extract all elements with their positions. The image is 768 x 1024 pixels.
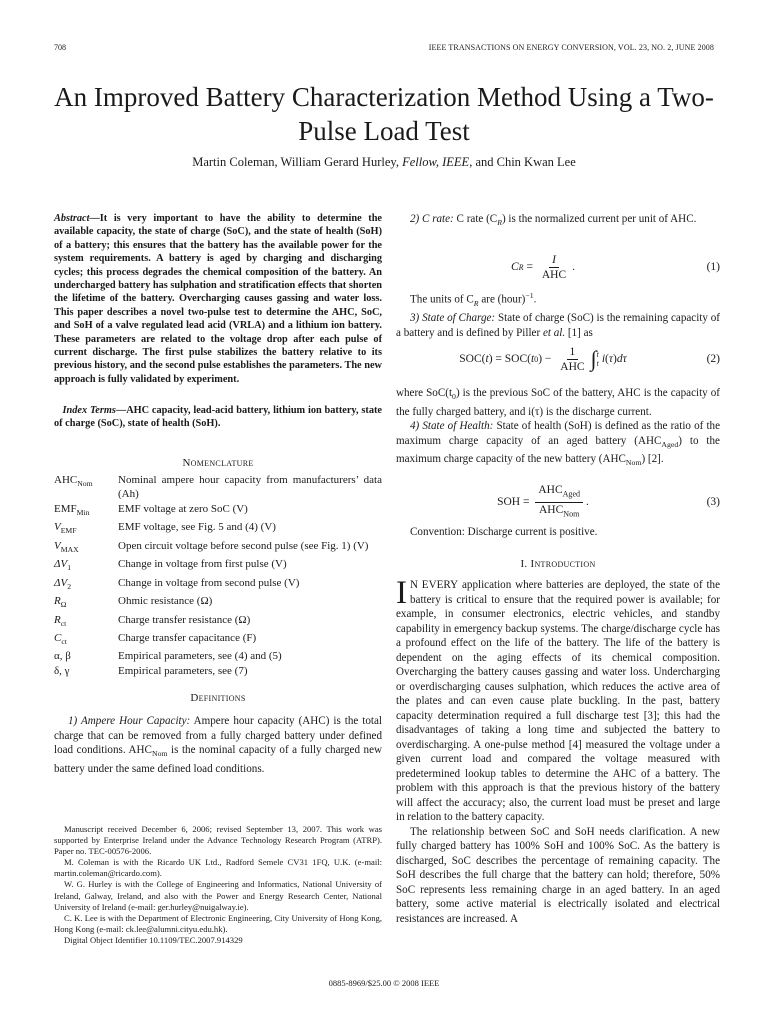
nomenclature-row — [54, 664, 382, 678]
nomenclature-row — [54, 649, 382, 663]
footnote-doi: Digital Object Identifier 10.1109/TEC.2007.914329 — [64, 934, 243, 945]
soh-text: State of health (SoH) is defined as the ratio of the maximum charge capacity of an aged battery (AHC — [396, 420, 720, 447]
c-rate-paragraph: 2) C rate: C rate $(C_R)$ is the normalized current per unit of AHC. — [410, 213, 697, 228]
page-number: 708 — [54, 43, 66, 52]
nomenclature-row — [54, 473, 382, 502]
index-terms-label: Index Terms — [62, 405, 116, 416]
definition-ahc — [54, 714, 382, 776]
nomenclature-symbol: $C_{ct}$ — [54, 631, 67, 647]
equation-1: C R = $\frac{I}{\text{AHC}}$ . (1) — [511, 253, 720, 281]
nomenclature-symbol: δ, γ — [54, 664, 70, 677]
units-text: The units of C — [410, 293, 474, 306]
footnote-hurley: W. G. Hurley is with the College of Engineering and Informatics, National University of Ireland, Galway, Ireland, and also with the Power and Energy Research Center, National University of Ireland (e-mail: ger.hurley@nuigalway.ie). — [54, 879, 382, 912]
abstract-label: Abstract — [54, 213, 90, 224]
nomenclature-symbol: $V_{EMF}$ — [54, 521, 77, 536]
soh-label: 4) State of Health: — [410, 420, 494, 433]
nomenclature-list — [54, 473, 382, 678]
definition-text-2: is the nominal capacity of a fully charged new battery under the same defined load conditions. — [54, 744, 383, 775]
nomenclature-row — [54, 631, 382, 649]
units-paragraph: The units of $C_R$ are (hour)$^{-1}$. 3) State of Charge: State of charge (SoC) is the remaining capacity of a battery and is defined by Piller et al. [1] as — [396, 291, 720, 339]
drop-cap: I — [396, 575, 407, 611]
nomenclature-symbol: $V_{MAX}$ — [54, 539, 79, 554]
nomenclature-row — [54, 539, 382, 557]
index-terms-text: —AHC capacity, lead-acid battery, lithium ion battery, state of charge (SoC), state of health (SoH). — [54, 405, 382, 430]
footnote-coleman: M. Coleman is with the Ricardo UK Ltd., Radford Semele CV31 1FQ, U.K. (e-mail: martin.coleman@ricardo.com). — [54, 857, 382, 879]
nomenclature-row — [54, 557, 382, 575]
nomenclature-row — [54, 576, 382, 594]
soh-text-3: ) [2]. — [641, 453, 664, 466]
footnote-manuscript: Manuscript received December 6, 2006; revised September 13, 2007. This work was supported by Enterprise Ireland under the Advance Technology Research Program (ATRP). Paper no. TEC-00576-2006. — [54, 824, 382, 857]
soc-label: 3) State of Charge: — [410, 312, 496, 325]
index-terms — [54, 404, 382, 431]
definition-label: 1) Ampere Hour Capacity: — [68, 715, 191, 727]
soh-text-2: ) to the maximum charge capacity of the new battery (AHC — [396, 434, 720, 466]
author-role: Fellow, IEEE — [402, 155, 470, 169]
intro-lead: N EVERY — [410, 579, 459, 591]
equation-3: SOH = $\frac{AHC_{Aged}}{AHC_{Nom}}$ . (3) — [497, 484, 720, 518]
nomenclature-symbol: $\Delta V_2$ — [54, 576, 72, 591]
nomenclature-definition: Nominal ampere hour capacity from manufacturers’ data (Ah) — [118, 474, 382, 501]
nomenclature-symbol: $R_\Omega$ — [54, 595, 67, 610]
nomenclature-definition: EMF voltage at zero SoC (V) — [118, 502, 248, 515]
nomenclature-symbol: $\Delta V_1$ — [54, 558, 72, 573]
where-text: where SoC(t — [396, 387, 453, 399]
soh-sub-nom: Nom — [625, 458, 642, 468]
soh-sub-aged: Aged — [661, 439, 679, 449]
nomenclature-symbol: $AHC_{Nom}$ — [54, 474, 93, 489]
footnote-lee: C. K. Lee is with the Department of Electronic Engineering, City University of Hong Kong, Hong Kong (e-mail: ck.lee@alumni.cityu.edu.hk). — [54, 912, 382, 934]
nomenclature-definition: Charge transfer resistance (Ω) — [118, 613, 251, 626]
definition-text: Ampere hour capacity (AHC) is the total charge that can be removed from a fully charged battery under defined load conditions. AHC — [54, 715, 382, 756]
equation-3-number: (3) — [706, 496, 720, 508]
nomenclature-row — [54, 502, 382, 520]
convention-line — [396, 525, 720, 540]
nomenclature-heading: Nomenclature — [182, 457, 254, 469]
soc-text-2: [1] as — [565, 326, 593, 339]
paper-title: An Improved Battery Characterization Method Using a Two-Pulse Load Test — [54, 82, 714, 146]
authors-primary: Martin Coleman, William Gerard Hurley — [192, 155, 396, 169]
author-line: Martin Coleman, William Gerard Hurley, Fellow, IEEE, and Chin Kwan Lee — [192, 155, 576, 169]
equation-2: SOC( t ) = SOC( t 0 ) − $\frac{1}{\text{AHC}}$ ∫ t t i ( τ ) dτ (2) — [459, 345, 720, 373]
journal-header: IEEE TRANSACTIONS ON ENERGY CONVERSION, VOL. 23, NO. 2, JUNE 2008 — [428, 43, 714, 52]
copyright-footer: 0885-8969/$25.00 © 2008 IEEE — [328, 978, 440, 988]
nomenclature-definition: Ohmic resistance (Ω) — [118, 595, 213, 608]
introduction-heading: I. Introduction — [520, 558, 596, 570]
soh-paragraph: where $SoC(t_0)$ is the previous SoC of the battery, AHC is the capacity of the fully charged battery, and i(τ) is the discharge current. 4) State of Health: State of health (SoH) is defined as the ratio of the maximum charge capacity of an aged battery $(AHC_{Aged})$ to the maximum charge capacity of the new battery $(AHC_{Nom})$ [2]. — [396, 387, 720, 468]
nomenclature-definition: Charge transfer capacitance (F) — [118, 631, 257, 644]
nomenclature-definition: Change in voltage from first pulse (V) — [118, 558, 287, 571]
nomenclature-symbol: $EMF_{Min}$ — [54, 502, 90, 517]
intro-paragraph-1: application where batteries are deployed, the state of the battery is critical to ensure that the required power is available; for example, in consumer electronics, electric vehicles, and standby capability in emergency backup systems. The charge/discharge cycle has a profound effect on the life of the battery. The life of the battery is dependent on the aging effects of its chemical composition. Overcharging the battery causes gassing and water loss. Undercharging or overdischarging causes sulphation, which reduces the active area of the plates and can even cause plate buckling. In the past, battery capacity determination required a full discharge test [3]; this had the disadvantages of taking a long time and subjected the battery to overdischarging. A one-pulse method [4] measured the voltage under a given current load and compared the voltage measured with predetermined lookup tables to determine the AHC of a battery. The problem with this approach is that the previous history of the battery will affect the accuracy; also, the current load must be preset and large in relation to the battery capacity. — [396, 579, 720, 823]
c-rate-text-2: ) is the normalized current per unit of AHC. — [501, 213, 697, 225]
definitions-heading: Definitions — [190, 692, 246, 704]
units-text-2: are (hour) — [478, 293, 526, 306]
nomenclature-row — [54, 520, 382, 538]
nomenclature-row — [54, 594, 382, 612]
convention-text: Convention: Discharge current is positive. — [410, 526, 598, 538]
nomenclature-definition: EMF voltage, see Fig. 5 and (4) (V) — [118, 521, 276, 534]
introduction-body — [396, 575, 720, 926]
nomenclature-definition: Empirical parameters, see (7) — [118, 664, 248, 677]
abstract-text: —It is very important to have the ability to determine the available capacity, the state of charge (SoC), and the state of health (SoH) of a battery; this ensures that the battery has the available power for the system requirements. A battery is aged by charging and discharging cycles; this process degrades the chemical composition of the battery. An undercharged battery has sulphation and stratification effects that shorten the lifetime of the battery. Overcharging causes gassing and water loss. This paper describes a novel two-pulse test to determine the AHC, SoC, and SoH of a valve regulated lead acid (VRLA) and a lithium ion battery. These parameters are related to the voltage drop after each pulse of current discharge. The first pulse stabilizes the battery relative to its previous history, and the second pulse establishes the parameters. The new approach is fully validated by experiment. — [54, 213, 382, 385]
nomenclature-symbol: α, β — [54, 650, 71, 663]
abstract — [54, 212, 382, 386]
nomenclature-row — [54, 613, 382, 631]
soc-text: State of charge (SoC) is the remaining capacity of a battery and is defined by Piller — [396, 312, 720, 339]
authors-secondary: , and Chin Kwan Lee — [469, 155, 576, 169]
nomenclature-definition: Empirical parameters, see (4) and (5) — [118, 650, 282, 663]
footnote — [54, 824, 382, 946]
intro-paragraph-2: The relationship between SoC and SoH needs clarification. A new fully charged battery has 100% SoH and 100% SoC. As the battery is discharged, SoC describes the percentage of remaining capacity. The SoH describes the full charge that the battery can hold; therefore, 50% SoC represents less remaining charge in an aged battery. In an aged battery, some active material is electrically isolated and electrical resistances are increased. A — [396, 825, 720, 925]
soc-etal: et al. — [542, 326, 566, 339]
nomenclature-symbol: $R_{ct}$ — [54, 613, 67, 628]
definition-sub: Nom — [151, 749, 168, 759]
where-text-2: ) is the previous SoC of the battery, AHC is the capacity of the fully charged battery, and i(τ) is the discharge current. — [396, 387, 720, 418]
c-rate-label: 2) C rate: — [410, 213, 454, 225]
nomenclature-definition: Change in voltage from second pulse (V) — [118, 576, 300, 589]
equation-1-number: (1) — [706, 261, 720, 273]
c-rate-text: C rate (C — [453, 213, 498, 225]
nomenclature-definition: Open circuit voltage before second pulse (see Fig. 1) (V) — [118, 539, 369, 552]
equation-2-number: (2) — [706, 353, 720, 365]
